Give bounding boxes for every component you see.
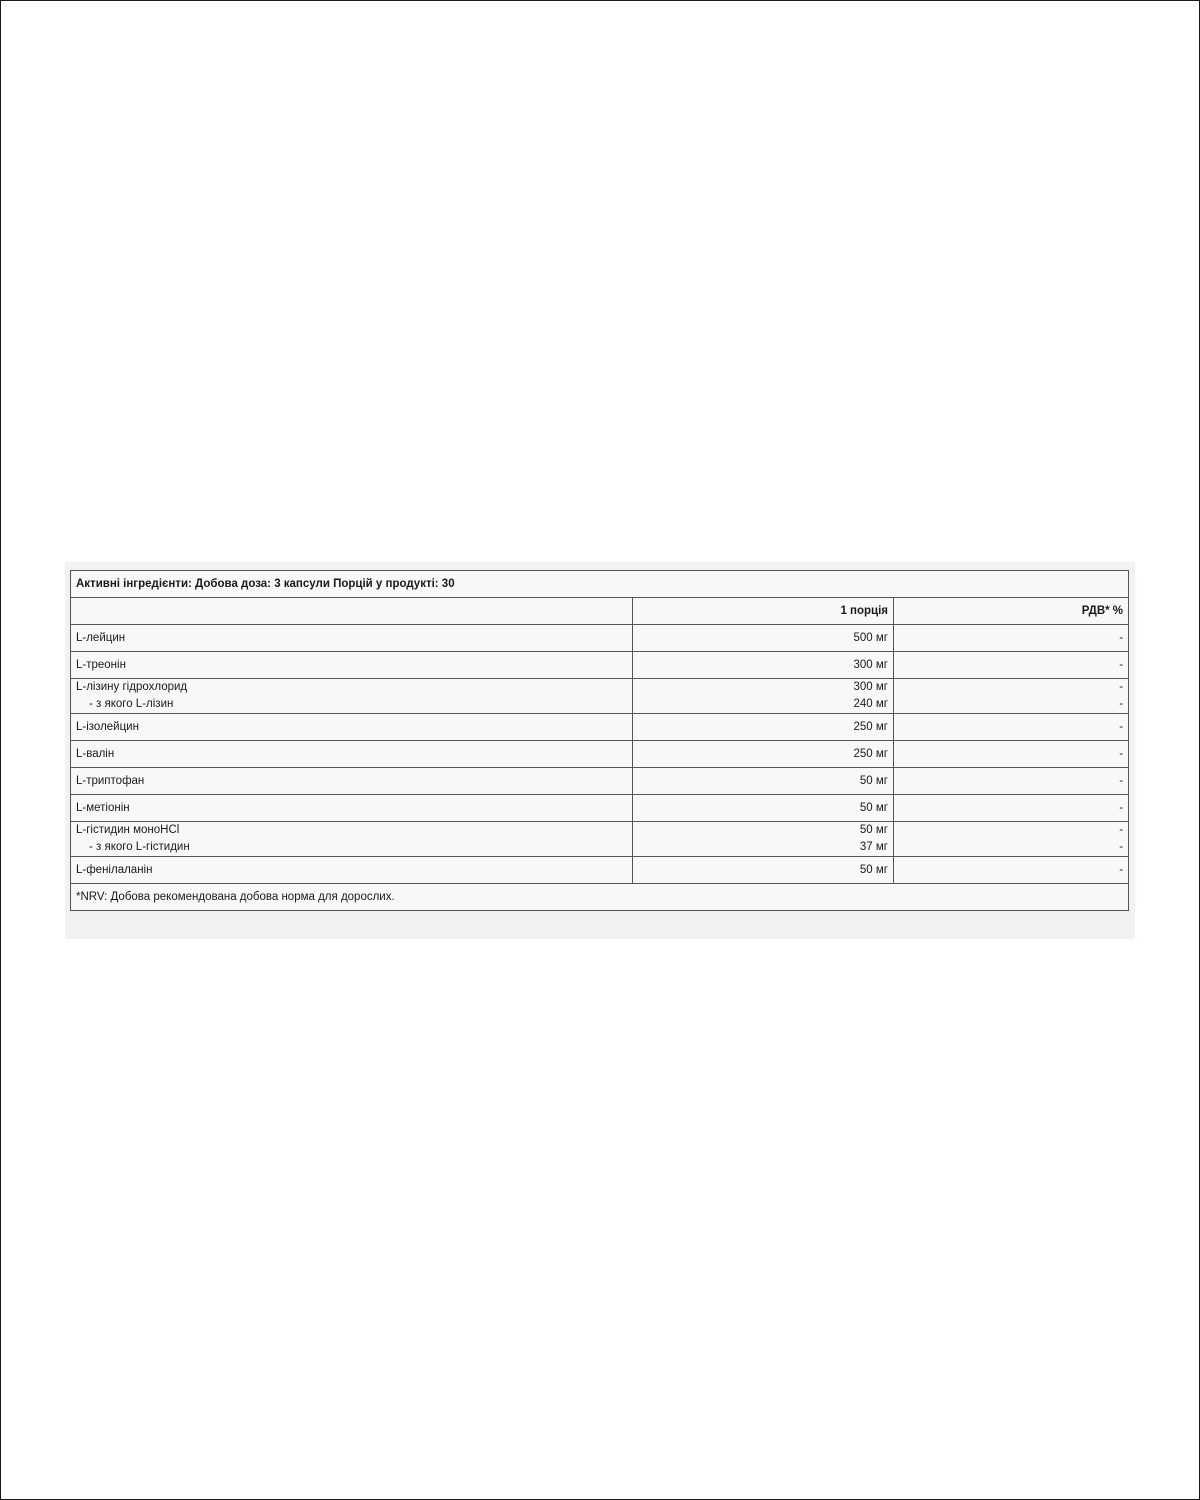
table-row	[71, 795, 1129, 822]
ingredient-amount-cell	[633, 822, 894, 857]
ingredient-amount: 300 мг	[853, 681, 888, 693]
ingredient-sub-name: - з якого L-гістидин	[89, 841, 190, 853]
table-row	[71, 652, 1129, 679]
column-header-name	[71, 598, 633, 625]
ingredient-rdv: -	[894, 625, 1129, 652]
ingredient-sub-name: - з якого L-лізин	[89, 698, 174, 710]
ingredient-sub-rdv: -	[1119, 841, 1124, 853]
ingredient-amount: 250 мг	[633, 741, 894, 768]
table-row	[71, 679, 1129, 714]
ingredient-sub-amount: 37 мг	[859, 841, 888, 853]
ingredient-name: L-треонін	[71, 652, 633, 679]
ingredient-sub-rdv: -	[1119, 698, 1124, 710]
table-row	[71, 741, 1129, 768]
supplement-facts-table	[70, 570, 1129, 911]
ingredient-amount: 50 мг	[859, 824, 888, 836]
ingredient-name: L-валін	[71, 741, 633, 768]
table-row	[71, 857, 1129, 884]
ingredient-name: L-триптофан	[71, 768, 633, 795]
table-row	[71, 768, 1129, 795]
table-footnote: *NRV: Добова рекомендована добова норма для дорослих.	[71, 884, 1129, 911]
column-header-rdv: РДВ* %	[894, 598, 1129, 625]
ingredient-rdv: -	[1119, 681, 1124, 693]
table-row	[71, 625, 1129, 652]
ingredient-rdv: -	[894, 714, 1129, 741]
ingredient-name: L-гістидин моноHCl	[76, 824, 180, 836]
ingredient-rdv: -	[1119, 824, 1124, 836]
ingredient-rdv-cell	[894, 679, 1129, 714]
ingredient-name: L-фенілаланін	[71, 857, 633, 884]
ingredient-name: L-метіонін	[71, 795, 633, 822]
table-row	[71, 822, 1129, 857]
ingredient-amount: 50 мг	[633, 857, 894, 884]
ingredient-amount: 50 мг	[633, 795, 894, 822]
column-header-row	[71, 598, 1129, 625]
ingredient-name-cell	[71, 822, 633, 857]
ingredient-rdv: -	[894, 857, 1129, 884]
ingredient-name-cell	[71, 679, 633, 714]
table-row	[71, 714, 1129, 741]
ingredient-name: L-лізину гідрохлорид	[76, 681, 188, 693]
supplement-facts-panel	[65, 562, 1135, 939]
ingredient-rdv-cell	[894, 822, 1129, 857]
footnote-row	[71, 884, 1129, 911]
table-title: Активні інгредієнти: Добова доза: 3 капсули Порцій у продукті: 30	[71, 571, 1129, 598]
ingredient-rdv: -	[894, 768, 1129, 795]
ingredient-amount: 50 мг	[633, 768, 894, 795]
ingredient-rdv: -	[894, 652, 1129, 679]
ingredient-name: L-лейцин	[71, 625, 633, 652]
column-header-serving: 1 порція	[633, 598, 894, 625]
table-title-row	[71, 571, 1129, 598]
ingredient-rdv: -	[894, 741, 1129, 768]
ingredient-sub-amount: 240 мг	[853, 698, 888, 710]
ingredient-amount: 500 мг	[633, 625, 894, 652]
ingredient-amount-cell	[633, 679, 894, 714]
ingredient-amount: 300 мг	[633, 652, 894, 679]
ingredient-rdv: -	[894, 795, 1129, 822]
ingredient-name: L-ізолейцин	[71, 714, 633, 741]
ingredient-amount: 250 мг	[633, 714, 894, 741]
